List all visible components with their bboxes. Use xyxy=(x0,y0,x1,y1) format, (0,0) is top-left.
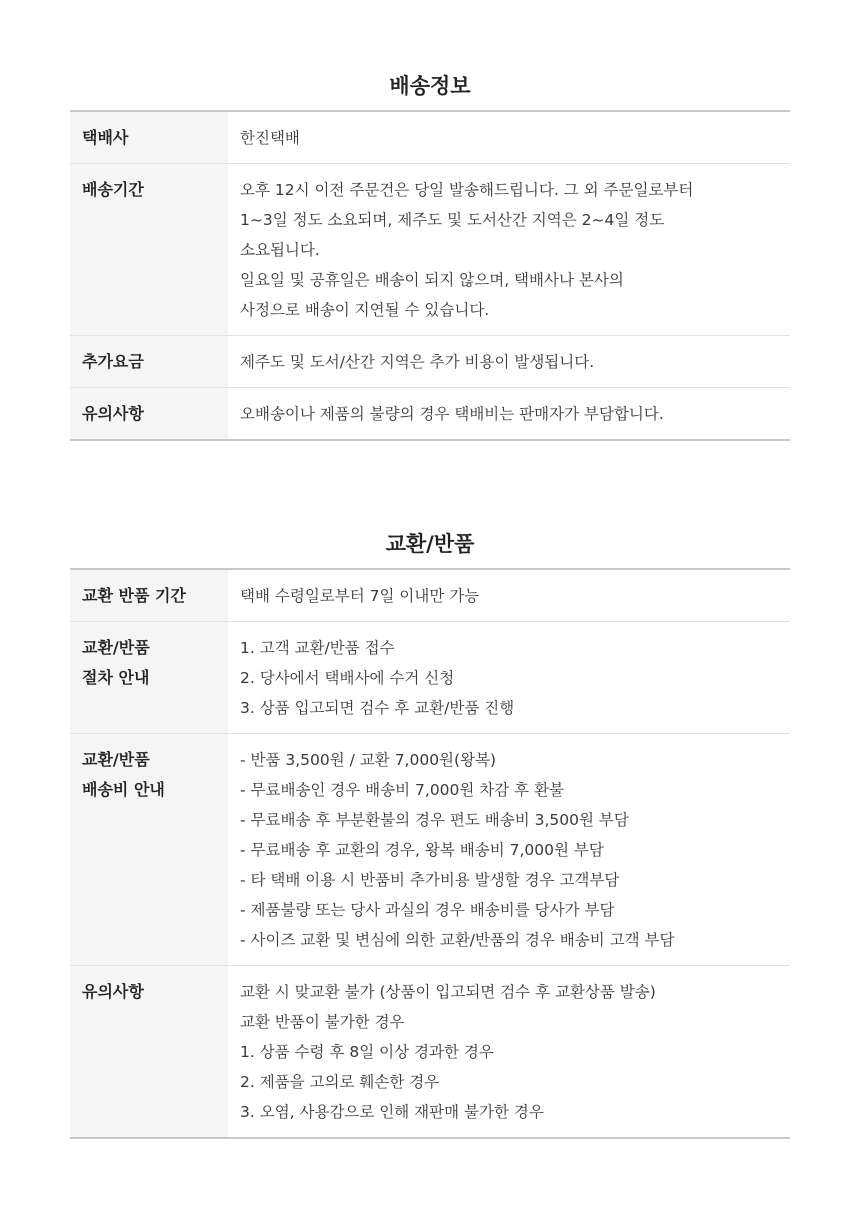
courier-label: 택배사 xyxy=(82,128,129,147)
exchange-notes-value: 교환 시 맞교환 불가 (상품이 입고되면 검수 후 교환상품 발송) 교환 반품이 불가한 경우 1. 상품 수령 후 8일 이상 경과한 경우 2. 제품을 고의로 훼손한 경우 3. 오염, 사용감으로 인해 재판매 불가한 경우 xyxy=(240,983,656,1121)
row-value xyxy=(228,569,790,622)
table-row xyxy=(70,336,790,388)
shipping-notes-label: 유의사항 xyxy=(82,404,144,423)
table-row xyxy=(70,569,790,622)
exchange-return-section xyxy=(70,520,790,1139)
return-period-label: 교환 반품 기간 xyxy=(82,586,186,605)
row-value xyxy=(228,336,790,388)
table-row xyxy=(70,622,790,734)
extra-fee-value: 제주도 및 도서/산간 지역은 추가 비용이 발생됩니다. xyxy=(240,353,595,371)
return-shipping-fee-value: - 반품 3,500원 / 교환 7,000원(왕복) - 무료배송인 경우 배송비 7,000원 차감 후 환불 - 무료배송 후 부분환불의 경우 편도 배송비 3,500원 부담 - 무료배송 후 교환의 경우, 왕복 배송비 7,000원 부담 - 타 택배 이용 시 반품비 추가비용 발생할 경우 고객부담 - 제품불량 또는 당사 과실의 경우 배송비를 당사가 부담 - 사이즈 교환 및 변심에 의한 교환/반품의 경우 배송비 고객 부담 xyxy=(240,751,675,949)
exchange-return-title: 교환/반품 xyxy=(385,532,475,556)
table-row xyxy=(70,388,790,441)
shipping-info-section xyxy=(70,62,790,441)
shipping-info-table xyxy=(70,110,790,441)
row-value xyxy=(228,164,790,336)
row-value xyxy=(228,966,790,1139)
procedure-label: 교환/반품 절차 안내 xyxy=(82,638,150,687)
row-label xyxy=(70,388,228,441)
exchange-notes-label: 유의사항 xyxy=(82,982,144,1001)
row-value xyxy=(228,622,790,734)
shipping-notes-value: 오배송이나 제품의 불량의 경우 택배비는 판매자가 부담합니다. xyxy=(240,405,664,423)
shipping-info-title: 배송정보 xyxy=(389,74,471,98)
row-label xyxy=(70,966,228,1139)
row-label xyxy=(70,569,228,622)
row-label xyxy=(70,734,228,966)
table-row xyxy=(70,966,790,1139)
procedure-value: 1. 고객 교환/반품 접수 2. 당사에서 택배사에 수거 신청 3. 상품 입고되면 검수 후 교환/반품 진행 xyxy=(240,639,515,717)
row-label xyxy=(70,622,228,734)
table-row xyxy=(70,164,790,336)
row-value xyxy=(228,388,790,441)
return-shipping-fee-label: 교환/반품 배송비 안내 xyxy=(82,750,165,799)
extra-fee-label: 추가요금 xyxy=(82,352,144,371)
row-label xyxy=(70,164,228,336)
row-value xyxy=(228,734,790,966)
row-label xyxy=(70,336,228,388)
exchange-return-table xyxy=(70,568,790,1139)
row-value xyxy=(228,111,790,164)
table-row xyxy=(70,734,790,966)
delivery-period-value: 오후 12시 이전 주문건은 당일 발송해드립니다. 그 외 주문일로부터 1~3일 정도 소요되며, 제주도 및 도서산간 지역은 2~4일 정도 소요됩니다. 일요일 및 공휴일은 배송이 되지 않으며, 택배사나 본사의 사정으로 배송이 지연될 수 있습니다. xyxy=(240,181,694,319)
courier-value: 한진택배 xyxy=(240,129,300,147)
row-label xyxy=(70,111,228,164)
delivery-period-label: 배송기간 xyxy=(82,180,144,199)
table-row xyxy=(70,111,790,164)
return-period-value: 택배 수령일로부터 7일 이내만 가능 xyxy=(240,587,480,605)
